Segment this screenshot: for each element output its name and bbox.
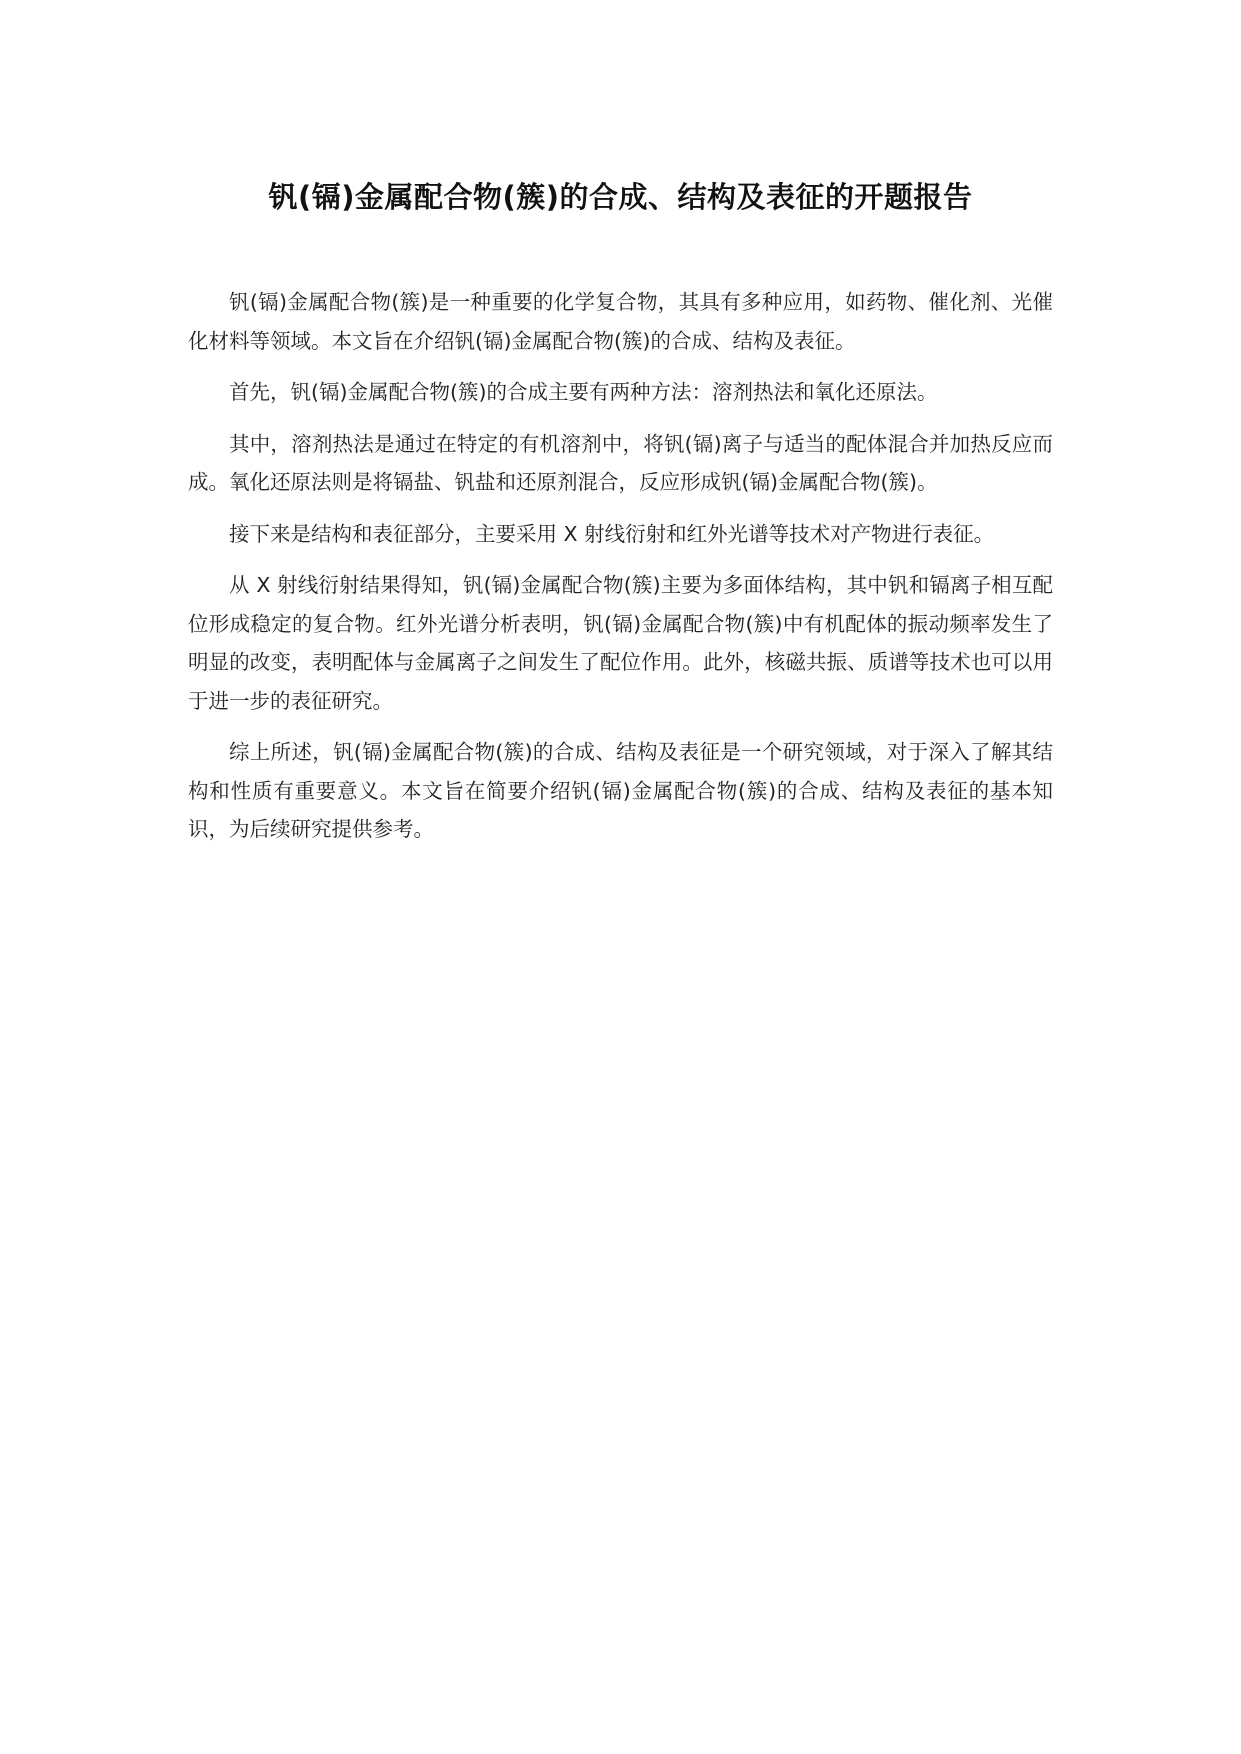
paragraph-results: 从 X 射线衍射结果得知，钒(镉)金属配合物(簇)主要为多面体结构，其中钒和镉离子相互配位形成稳定的复合物。红外光谱分析表明，钒(镉)金属配合物(簇)中有机配体的振动频率发生了明显的改变，表明配体与金属离子之间发生了配位作用。此外，核磁共振、质谱等技术也可以用于进一步的表征研究。 [188, 573, 1053, 713]
document-body [188, 283, 1053, 862]
paragraph-intro: 钒(镉)金属配合物(簇)是一种重要的化学复合物，其具有多种应用，如药物、催化剂、光催化材料等领域。本文旨在介绍钒(镉)金属配合物(簇)的合成、结构及表征。 [188, 290, 1053, 353]
paragraph-conclusion: 综上所述，钒(镉)金属配合物(簇)的合成、结构及表征是一个研究领域，对于深入了解其结构和性质有重要意义。本文旨在简要介绍钒(镉)金属配合物(簇)的合成、结构及表征的基本知识，为后续研究提供参考。 [188, 740, 1053, 841]
paragraph-synthesis-details: 其中，溶剂热法是通过在特定的有机溶剂中，将钒(镉)离子与适当的配体混合并加热反应而成。氧化还原法则是将镉盐、钒盐和还原剂混合，反应形成钒(镉)金属配合物(簇)。 [188, 431, 1053, 494]
document-title: 钒(镉)金属配合物(簇)的合成、结构及表征的开题报告 [268, 180, 973, 214]
paragraph-characterization: 接下来是结构和表征部分，主要采用 X 射线衍射和红外光谱等技术对产物进行表征。 [229, 521, 995, 546]
paragraph-synthesis-methods: 首先，钒(镉)金属配合物(簇)的合成主要有两种方法：溶剂热法和氧化还原法。 [229, 380, 938, 404]
